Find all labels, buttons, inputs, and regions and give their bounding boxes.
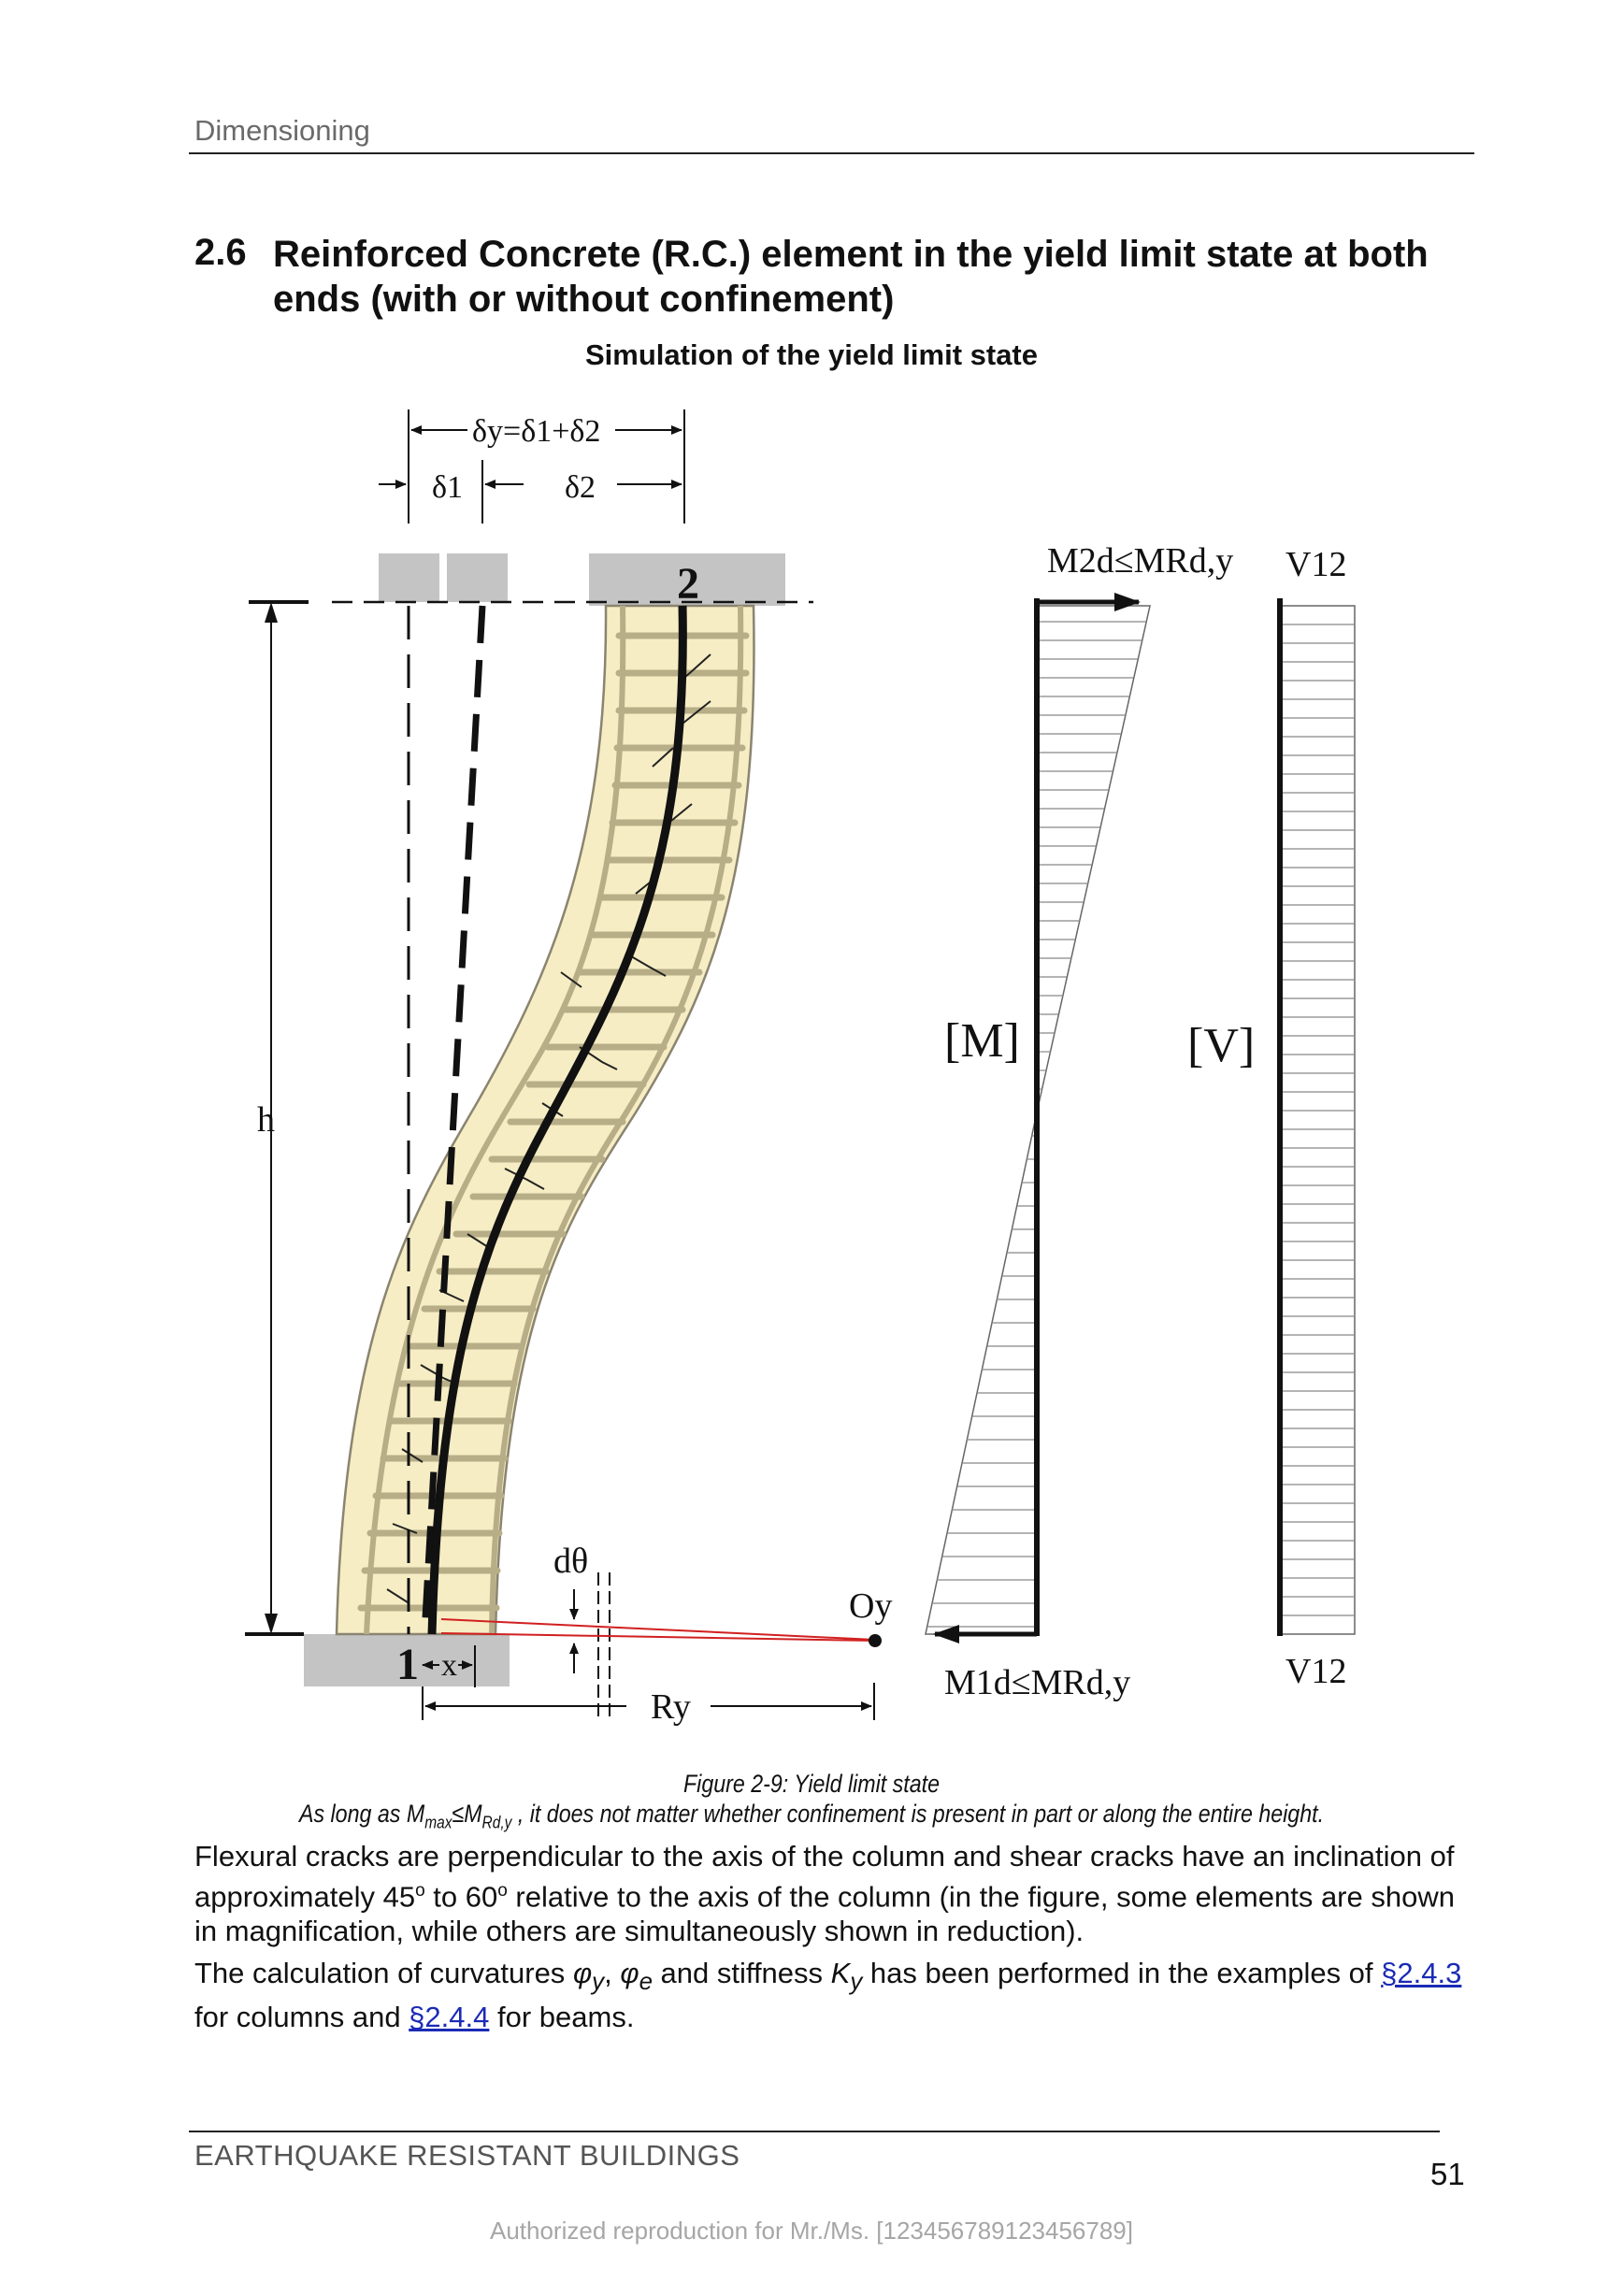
figure-caption: Figure 2-9: Yield limit state	[682, 1770, 941, 1798]
m1d-label: M1d≤MRd,y	[944, 1663, 1131, 1702]
watermark: Authorized reproduction for Mr./Ms. [123456789123456789]	[489, 2217, 1133, 2245]
link-section-2-4-4[interactable]: §2.4.4	[409, 2001, 490, 2034]
page-number: 51	[1430, 2157, 1465, 2191]
height-arrow-bottom	[265, 1614, 278, 1634]
footer-title: EARTHQUAKE RESISTANT BUILDINGS	[194, 2139, 740, 2172]
footer-rule	[189, 2131, 1440, 2132]
delta-1-label: δ1	[432, 470, 464, 505]
v12-label-top: V12	[1285, 545, 1347, 584]
delta-y-label: δy=δ1+δ2	[472, 414, 601, 449]
oy-label: Oy	[849, 1586, 893, 1626]
delta-2-label: δ2	[565, 470, 596, 505]
m2d-label: M2d≤MRd,y	[1047, 541, 1234, 581]
yield-limit-state-diagram	[187, 393, 1440, 1767]
paragraph-curvatures: The calculation of curvatures $\varphi_y$, $\varphi_e$ and stiffness $K_y$ has been performed in the examples of §2.4.3 for columns and §2.4.4 for beams.	[194, 1957, 1462, 2034]
node-label-bottom: 1	[396, 1640, 419, 1689]
paragraph-cracks: Flexural cracks are perpendicular to the axis of the column and shear cracks have an inclination of approximately 45$^o$ to 60$^o$ relative to the axis of the column (in the figure, some elements are shown in magnification, while others are simultaneously shown in reduction).	[194, 1840, 1455, 1948]
shear-diagram	[1280, 598, 1355, 1636]
height-label: h	[257, 1100, 275, 1140]
dtheta-label: dθ	[553, 1542, 589, 1581]
ry-label: Ry	[651, 1687, 691, 1727]
header-rule	[189, 152, 1474, 154]
figure-title: Simulation of the yield limit state	[584, 338, 1038, 371]
section-number: 2.6	[194, 232, 247, 273]
support-block-top-left-2	[447, 553, 508, 602]
running-header: Dimensioning	[194, 114, 370, 147]
figure-note: As long as $M_{max}\le M_{Rd,y}$ , it does not matter whether confinement is present in part or along the entire height.	[298, 1800, 1325, 1832]
link-section-2-4-3[interactable]: §2.4.3	[1381, 1957, 1462, 1989]
moment-diagram	[926, 598, 1150, 1636]
node-label-top: 2	[677, 559, 699, 609]
support-block-top-left-1	[379, 553, 439, 602]
height-arrow-top	[265, 602, 278, 623]
v-diagram-label: [V]	[1187, 1019, 1256, 1072]
x-label: x	[441, 1648, 457, 1683]
m-diagram-label: [M]	[944, 1014, 1020, 1068]
oy-point	[869, 1634, 882, 1647]
v12-label-bottom: V12	[1285, 1652, 1347, 1691]
section-title: Reinforced Concrete (R.C.) element in the yield limit state at both ends (with or without confinement)	[273, 234, 1429, 320]
